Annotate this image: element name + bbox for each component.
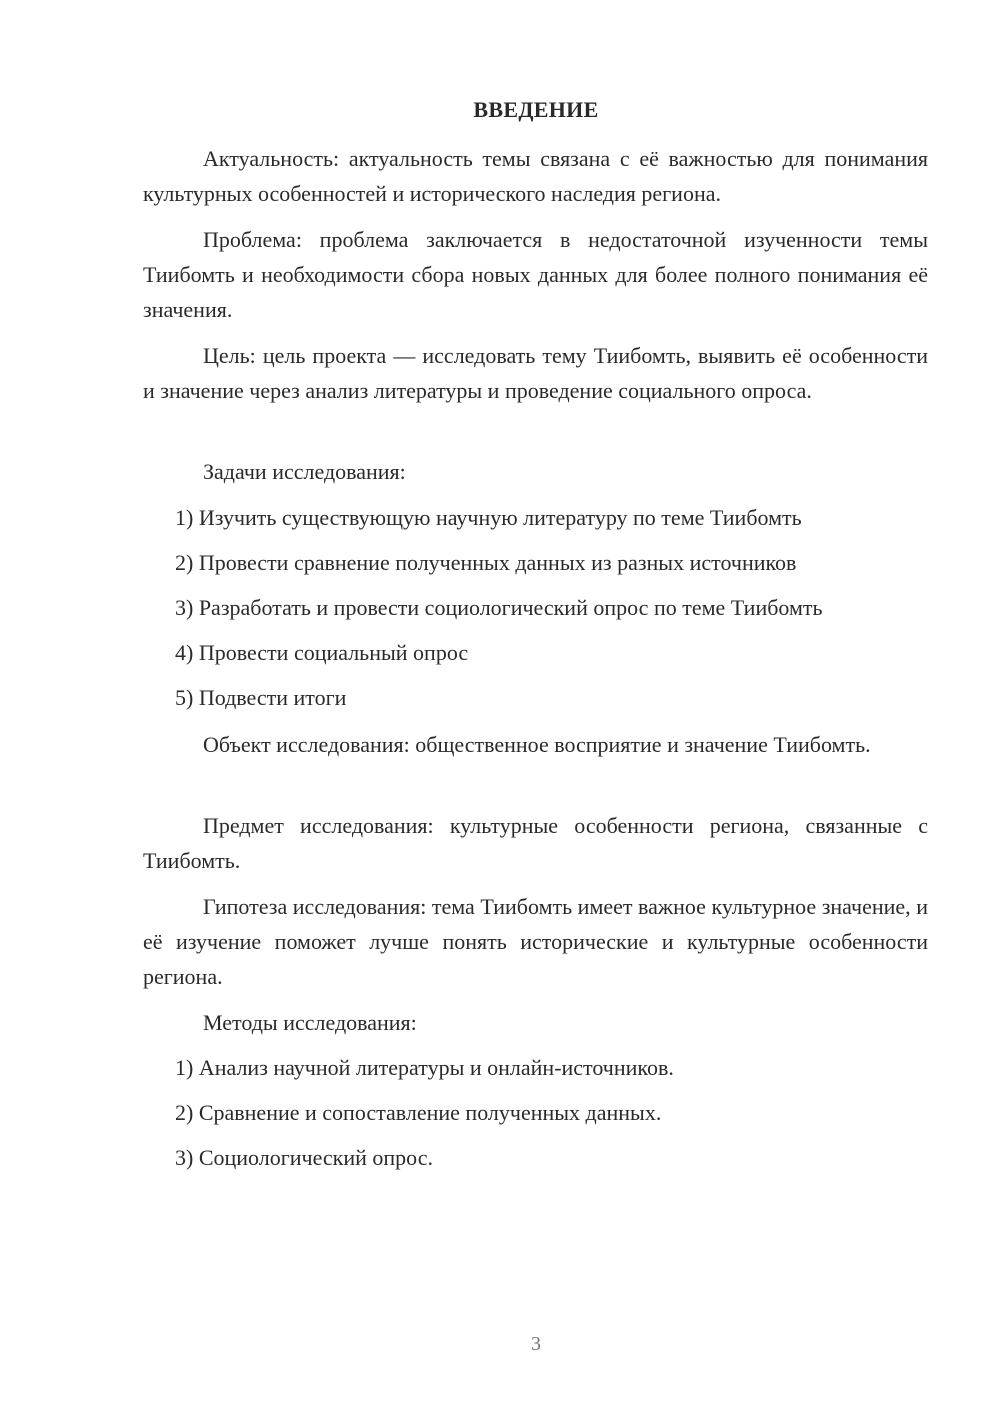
methods-heading: Методы исследования:	[203, 1010, 417, 1035]
page-number: 3	[531, 1333, 541, 1355]
task-item-1: 1) Изучить существующую научную литературу по теме Тиибомть	[175, 505, 802, 530]
method-item-3: 3) Социологический опрос.	[175, 1145, 433, 1170]
tasks-heading: Задачи исследования:	[203, 459, 406, 484]
page-title: ВВЕДЕНИЕ	[473, 97, 599, 122]
paragraph-problem: Проблема: проблема заключается в недостаточной изученности темы Тиибомть и необходимости сбора новых данных для более полного понимания её значения.	[143, 227, 928, 322]
method-item-1: 1) Анализ научной литературы и онлайн-источников.	[175, 1055, 674, 1080]
paragraph-hypothesis: Гипотеза исследования: тема Тиибомть имеет важное культурное значение, и её изучение поможет лучше понять исторические и культурные особенности региона.	[143, 894, 928, 989]
paragraph-subject: Предмет исследования: культурные особенности региона, связанные с Тиибомть.	[143, 813, 928, 873]
paragraph-object: Объект исследования: общественное восприятие и значение Тиибомть.	[203, 732, 871, 757]
paragraph-relevance: Актуальность: актуальность темы связана с её важностью для понимания культурных особенностей и исторического наследия региона.	[143, 146, 928, 206]
task-item-2: 2) Провести сравнение полученных данных из разных источников	[175, 550, 797, 575]
paragraph-goal: Цель: цель проекта — исследовать тему Тиибомть, выявить её особенности и значение через анализ литературы и проведение социального опроса.	[143, 343, 928, 403]
task-item-3: 3) Разработать и провести социологический опрос по теме Тиибомть	[175, 595, 823, 620]
task-item-5: 5) Подвести итоги	[175, 685, 347, 710]
task-item-4: 4) Провести социальный опрос	[175, 640, 469, 665]
method-item-2: 2) Сравнение и сопоставление полученных данных.	[175, 1100, 662, 1125]
